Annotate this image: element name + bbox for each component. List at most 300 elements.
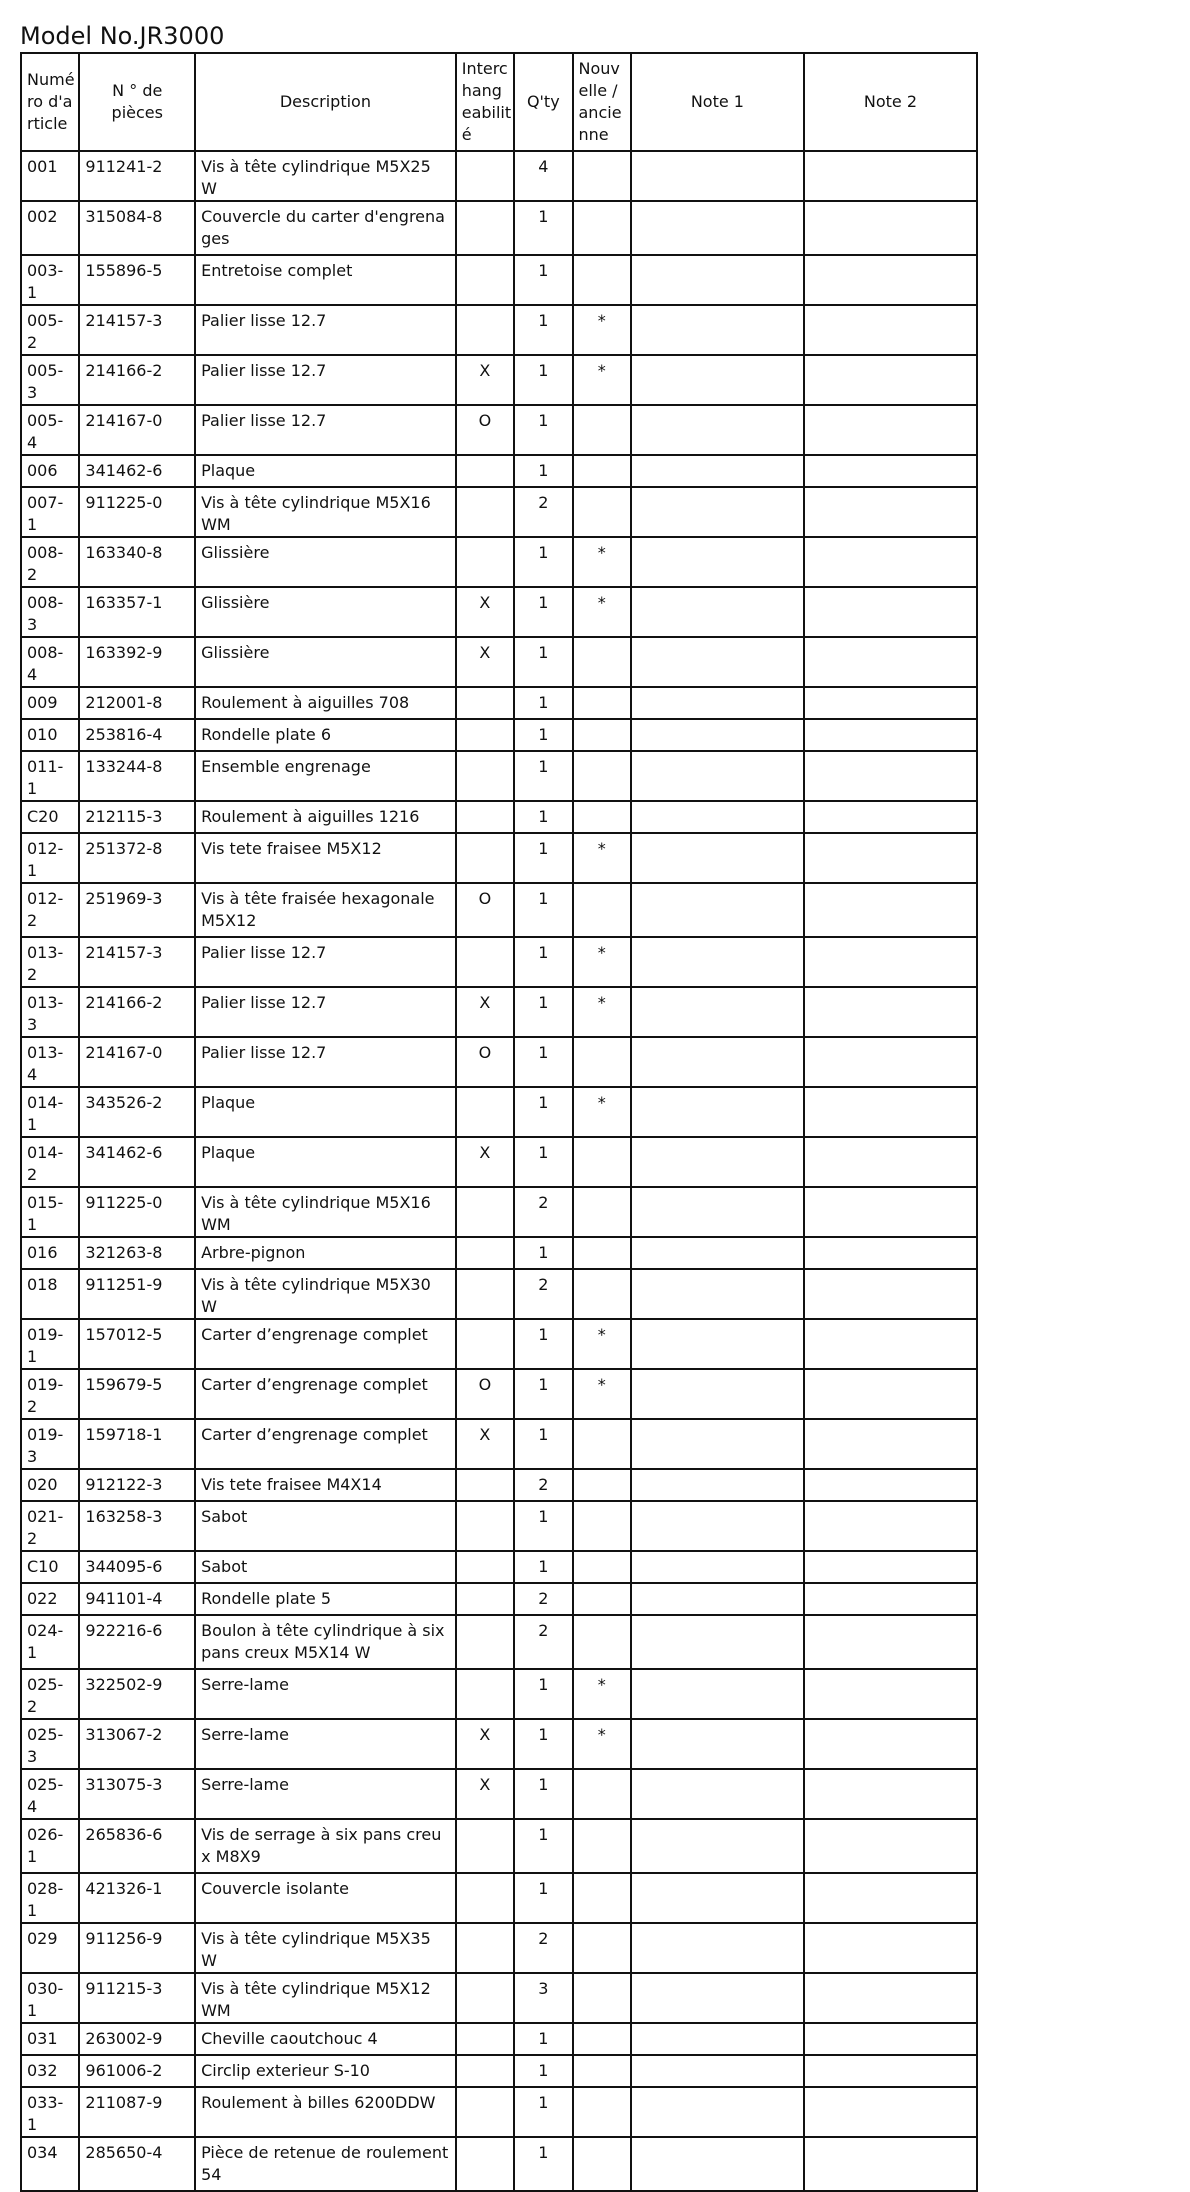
note1-cell xyxy=(631,487,804,537)
table-row xyxy=(21,751,977,801)
part-number-cell: 159679-5 xyxy=(79,1369,195,1419)
quantity-cell: 1 xyxy=(514,1419,572,1469)
new-old-cell: * xyxy=(573,1369,631,1419)
new-old-cell xyxy=(573,719,631,751)
note1-cell xyxy=(631,2137,804,2191)
note2-cell xyxy=(804,1923,977,1973)
new-old-cell xyxy=(573,2087,631,2137)
quantity-cell: 1 xyxy=(514,1669,572,1719)
page-title: Model No.JR3000 xyxy=(20,22,225,50)
part-number-cell: 251372-8 xyxy=(79,833,195,883)
quantity-cell: 1 xyxy=(514,1237,572,1269)
new-old-cell xyxy=(573,1923,631,1973)
table-row xyxy=(21,1719,977,1769)
item-number-cell: 029 xyxy=(21,1923,79,1973)
item-number-cell: 014-2 xyxy=(21,1137,79,1187)
note2-cell xyxy=(804,1469,977,1501)
interchangeability-cell xyxy=(456,833,514,883)
description-cell: Glissière xyxy=(195,587,456,637)
part-number-cell: 341462-6 xyxy=(79,1137,195,1187)
part-number-cell: 251969-3 xyxy=(79,883,195,937)
note1-cell xyxy=(631,719,804,751)
part-number-cell: 263002-9 xyxy=(79,2023,195,2055)
new-old-cell: * xyxy=(573,537,631,587)
quantity-cell: 1 xyxy=(514,1087,572,1137)
interchangeability-cell xyxy=(456,1469,514,1501)
description-cell: Ensemble engrenage xyxy=(195,751,456,801)
part-number-cell: 285650-4 xyxy=(79,2137,195,2191)
item-number-cell: 028-1 xyxy=(21,1873,79,1923)
table-row xyxy=(21,687,977,719)
quantity-cell: 2 xyxy=(514,1615,572,1669)
interchangeability-cell xyxy=(456,1873,514,1923)
header-note1: Note 1 xyxy=(631,53,804,151)
quantity-cell: 1 xyxy=(514,637,572,687)
item-number-cell: 016 xyxy=(21,1237,79,1269)
table-row xyxy=(21,355,977,405)
new-old-cell xyxy=(573,1187,631,1237)
interchangeability-cell xyxy=(456,1669,514,1719)
table-row xyxy=(21,1973,977,2023)
interchangeability-cell xyxy=(456,2055,514,2087)
interchangeability-cell: X xyxy=(456,637,514,687)
part-number-cell: 214157-3 xyxy=(79,937,195,987)
quantity-cell: 1 xyxy=(514,1769,572,1819)
note1-cell xyxy=(631,1873,804,1923)
item-number-cell: 005-4 xyxy=(21,405,79,455)
note2-cell xyxy=(804,587,977,637)
table-row xyxy=(21,1269,977,1319)
quantity-cell: 1 xyxy=(514,1369,572,1419)
new-old-cell: * xyxy=(573,1319,631,1369)
part-number-cell: 911215-3 xyxy=(79,1973,195,2023)
interchangeability-cell xyxy=(456,455,514,487)
quantity-cell: 1 xyxy=(514,801,572,833)
item-number-cell: 006 xyxy=(21,455,79,487)
new-old-cell xyxy=(573,801,631,833)
part-number-cell: 214167-0 xyxy=(79,1037,195,1087)
note1-cell xyxy=(631,987,804,1037)
description-cell: Serre-lame xyxy=(195,1669,456,1719)
part-number-cell: 911256-9 xyxy=(79,1923,195,1973)
note1-cell xyxy=(631,2023,804,2055)
part-number-cell: 922216-6 xyxy=(79,1615,195,1669)
note2-cell xyxy=(804,1973,977,2023)
quantity-cell: 1 xyxy=(514,1873,572,1923)
note1-cell xyxy=(631,1087,804,1137)
note1-cell xyxy=(631,1419,804,1469)
note2-cell xyxy=(804,1319,977,1369)
table-row xyxy=(21,883,977,937)
new-old-cell: * xyxy=(573,1719,631,1769)
description-cell: Boulon à tête cylindrique à six pans creux M5X14 W xyxy=(195,1615,456,1669)
part-number-cell: 421326-1 xyxy=(79,1873,195,1923)
item-number-cell: 015-1 xyxy=(21,1187,79,1237)
note1-cell xyxy=(631,1369,804,1419)
note1-cell xyxy=(631,2055,804,2087)
note1-cell xyxy=(631,1037,804,1087)
quantity-cell: 1 xyxy=(514,751,572,801)
description-cell: Sabot xyxy=(195,1501,456,1551)
item-number-cell: 031 xyxy=(21,2023,79,2055)
note2-cell xyxy=(804,719,977,751)
note1-cell xyxy=(631,1469,804,1501)
new-old-cell: * xyxy=(573,937,631,987)
description-cell: Vis à tête cylindrique M5X35 W xyxy=(195,1923,456,1973)
note2-cell xyxy=(804,201,977,255)
table-row xyxy=(21,1037,977,1087)
quantity-cell: 1 xyxy=(514,1819,572,1873)
table-body xyxy=(21,151,977,2191)
part-number-cell: 912122-3 xyxy=(79,1469,195,1501)
item-number-cell: 013-4 xyxy=(21,1037,79,1087)
new-old-cell xyxy=(573,751,631,801)
note2-cell xyxy=(804,833,977,883)
table-row xyxy=(21,1501,977,1551)
item-number-cell: 005-3 xyxy=(21,355,79,405)
item-number-cell: 019-2 xyxy=(21,1369,79,1419)
interchangeability-cell xyxy=(456,937,514,987)
new-old-cell xyxy=(573,687,631,719)
new-old-cell xyxy=(573,151,631,201)
description-cell: Serre-lame xyxy=(195,1719,456,1769)
quantity-cell: 1 xyxy=(514,2137,572,2191)
item-number-cell: 008-3 xyxy=(21,587,79,637)
item-number-cell: 002 xyxy=(21,201,79,255)
item-number-cell: 014-1 xyxy=(21,1087,79,1137)
new-old-cell xyxy=(573,1137,631,1187)
item-number-cell: 019-1 xyxy=(21,1319,79,1369)
interchangeability-cell xyxy=(456,1551,514,1583)
quantity-cell: 1 xyxy=(514,1501,572,1551)
part-number-cell: 344095-6 xyxy=(79,1551,195,1583)
header-part-no: N ° de pièces xyxy=(79,53,195,151)
quantity-cell: 2 xyxy=(514,1923,572,1973)
part-number-cell: 961006-2 xyxy=(79,2055,195,2087)
item-number-cell: 008-4 xyxy=(21,637,79,687)
item-number-cell: 005-2 xyxy=(21,305,79,355)
description-cell: Roulement à aiguilles 1216 xyxy=(195,801,456,833)
note2-cell xyxy=(804,1369,977,1419)
new-old-cell xyxy=(573,1615,631,1669)
quantity-cell: 4 xyxy=(514,151,572,201)
description-cell: Couvercle du carter d'engrenages xyxy=(195,201,456,255)
item-number-cell: 013-2 xyxy=(21,937,79,987)
interchangeability-cell xyxy=(456,1615,514,1669)
table-row xyxy=(21,305,977,355)
quantity-cell: 1 xyxy=(514,987,572,1037)
interchangeability-cell: X xyxy=(456,1419,514,1469)
quantity-cell: 1 xyxy=(514,455,572,487)
note2-cell xyxy=(804,355,977,405)
description-cell: Vis à tête cylindrique M5X12 WM xyxy=(195,1973,456,2023)
part-number-cell: 163357-1 xyxy=(79,587,195,637)
note1-cell xyxy=(631,1269,804,1319)
note2-cell xyxy=(804,1419,977,1469)
header-note2: Note 2 xyxy=(804,53,977,151)
description-cell: Couvercle isolante xyxy=(195,1873,456,1923)
table-row xyxy=(21,1669,977,1719)
note2-cell xyxy=(804,637,977,687)
note2-cell xyxy=(804,1237,977,1269)
note1-cell xyxy=(631,1551,804,1583)
description-cell: Plaque xyxy=(195,1087,456,1137)
new-old-cell xyxy=(573,1419,631,1469)
interchangeability-cell xyxy=(456,305,514,355)
note2-cell xyxy=(804,801,977,833)
note2-cell xyxy=(804,405,977,455)
table-row xyxy=(21,937,977,987)
table-row xyxy=(21,587,977,637)
item-number-cell: 024-1 xyxy=(21,1615,79,1669)
description-cell: Vis à tête cylindrique M5X16 WM xyxy=(195,1187,456,1237)
description-cell: Glissière xyxy=(195,637,456,687)
header-qty: Q'ty xyxy=(514,53,572,151)
note2-cell xyxy=(804,1551,977,1583)
interchangeability-cell xyxy=(456,1187,514,1237)
item-number-cell: 003-1 xyxy=(21,255,79,305)
quantity-cell: 1 xyxy=(514,1719,572,1769)
description-cell: Plaque xyxy=(195,455,456,487)
note2-cell xyxy=(804,1187,977,1237)
item-number-cell: 020 xyxy=(21,1469,79,1501)
table-row xyxy=(21,455,977,487)
interchangeability-cell xyxy=(456,801,514,833)
note2-cell xyxy=(804,1769,977,1819)
note1-cell xyxy=(631,587,804,637)
interchangeability-cell: X xyxy=(456,587,514,637)
note1-cell xyxy=(631,1769,804,1819)
item-number-cell: 009 xyxy=(21,687,79,719)
item-number-cell: 026-1 xyxy=(21,1819,79,1873)
item-number-cell: 025-3 xyxy=(21,1719,79,1769)
table-row xyxy=(21,2137,977,2191)
table-row xyxy=(21,487,977,537)
quantity-cell: 1 xyxy=(514,255,572,305)
note1-cell xyxy=(631,355,804,405)
part-number-cell: 911251-9 xyxy=(79,1269,195,1319)
quantity-cell: 2 xyxy=(514,487,572,537)
note1-cell xyxy=(631,1923,804,1973)
note1-cell xyxy=(631,1237,804,1269)
description-cell: Sabot xyxy=(195,1551,456,1583)
new-old-cell xyxy=(573,2023,631,2055)
interchangeability-cell: O xyxy=(456,405,514,455)
table-row xyxy=(21,1923,977,1973)
part-number-cell: 214157-3 xyxy=(79,305,195,355)
new-old-cell xyxy=(573,1237,631,1269)
interchangeability-cell xyxy=(456,201,514,255)
description-cell: Roulement à billes 6200DDW xyxy=(195,2087,456,2137)
interchangeability-cell: X xyxy=(456,355,514,405)
note1-cell xyxy=(631,751,804,801)
part-number-cell: 163340-8 xyxy=(79,537,195,587)
new-old-cell xyxy=(573,1269,631,1319)
description-cell: Carter d’engrenage complet xyxy=(195,1369,456,1419)
interchangeability-cell xyxy=(456,1583,514,1615)
item-number-cell: 021-2 xyxy=(21,1501,79,1551)
item-number-cell: 022 xyxy=(21,1583,79,1615)
table-row xyxy=(21,719,977,751)
note2-cell xyxy=(804,537,977,587)
table-row xyxy=(21,1583,977,1615)
item-number-cell: 001 xyxy=(21,151,79,201)
note1-cell xyxy=(631,833,804,883)
description-cell: Vis à tête fraisée hexagonale M5X12 xyxy=(195,883,456,937)
quantity-cell: 2 xyxy=(514,1469,572,1501)
table-row xyxy=(21,537,977,587)
note1-cell xyxy=(631,305,804,355)
note1-cell xyxy=(631,637,804,687)
new-old-cell: * xyxy=(573,305,631,355)
table-row xyxy=(21,1551,977,1583)
note2-cell xyxy=(804,1669,977,1719)
interchangeability-cell xyxy=(456,719,514,751)
note1-cell xyxy=(631,201,804,255)
note1-cell xyxy=(631,937,804,987)
new-old-cell: * xyxy=(573,355,631,405)
new-old-cell xyxy=(573,487,631,537)
description-cell: Entretoise complet xyxy=(195,255,456,305)
note1-cell xyxy=(631,1187,804,1237)
note1-cell xyxy=(631,1615,804,1669)
note2-cell xyxy=(804,2087,977,2137)
note2-cell xyxy=(804,1269,977,1319)
interchangeability-cell xyxy=(456,1501,514,1551)
quantity-cell: 1 xyxy=(514,1551,572,1583)
part-number-cell: 163392-9 xyxy=(79,637,195,687)
interchangeability-cell: X xyxy=(456,987,514,1037)
quantity-cell: 1 xyxy=(514,937,572,987)
table-row xyxy=(21,1137,977,1187)
new-old-cell xyxy=(573,883,631,937)
note2-cell xyxy=(804,1583,977,1615)
interchangeability-cell xyxy=(456,751,514,801)
quantity-cell: 1 xyxy=(514,537,572,587)
table-row xyxy=(21,833,977,883)
interchangeability-cell: O xyxy=(456,1037,514,1087)
note2-cell xyxy=(804,1873,977,1923)
quantity-cell: 1 xyxy=(514,201,572,255)
item-number-cell: 012-2 xyxy=(21,883,79,937)
new-old-cell xyxy=(573,2055,631,2087)
note2-cell xyxy=(804,987,977,1037)
description-cell: Carter d’engrenage complet xyxy=(195,1319,456,1369)
item-number-cell: 012-1 xyxy=(21,833,79,883)
interchangeability-cell xyxy=(456,151,514,201)
interchangeability-cell xyxy=(456,1269,514,1319)
note1-cell xyxy=(631,255,804,305)
note1-cell xyxy=(631,1819,804,1873)
table-row xyxy=(21,1419,977,1469)
note1-cell xyxy=(631,1719,804,1769)
description-cell: Vis de serrage à six pans creux M8X9 xyxy=(195,1819,456,1873)
part-number-cell: 214166-2 xyxy=(79,987,195,1037)
quantity-cell: 2 xyxy=(514,1187,572,1237)
note1-cell xyxy=(631,1973,804,2023)
note1-cell xyxy=(631,1137,804,1187)
new-old-cell xyxy=(573,1469,631,1501)
note1-cell xyxy=(631,1583,804,1615)
quantity-cell: 1 xyxy=(514,1137,572,1187)
table-header-row xyxy=(21,53,977,151)
item-number-cell: 034 xyxy=(21,2137,79,2191)
part-number-cell: 322502-9 xyxy=(79,1669,195,1719)
table-row xyxy=(21,1469,977,1501)
interchangeability-cell xyxy=(456,537,514,587)
quantity-cell: 1 xyxy=(514,687,572,719)
item-number-cell: 025-2 xyxy=(21,1669,79,1719)
new-old-cell: * xyxy=(573,833,631,883)
part-number-cell: 313075-3 xyxy=(79,1769,195,1819)
table-row xyxy=(21,1369,977,1419)
note2-cell xyxy=(804,1037,977,1087)
description-cell: Rondelle plate 5 xyxy=(195,1583,456,1615)
note1-cell xyxy=(631,883,804,937)
note2-cell xyxy=(804,1819,977,1873)
note2-cell xyxy=(804,305,977,355)
description-cell: Plaque xyxy=(195,1137,456,1187)
note2-cell xyxy=(804,2023,977,2055)
quantity-cell: 1 xyxy=(514,2055,572,2087)
interchangeability-cell xyxy=(456,1819,514,1873)
note2-cell xyxy=(804,1719,977,1769)
item-number-cell: 019-3 xyxy=(21,1419,79,1469)
note2-cell xyxy=(804,2137,977,2191)
note1-cell xyxy=(631,801,804,833)
quantity-cell: 1 xyxy=(514,2023,572,2055)
part-number-cell: 159718-1 xyxy=(79,1419,195,1469)
header-item-no: Numé ro d'a rticle xyxy=(21,53,79,151)
part-number-cell: 133244-8 xyxy=(79,751,195,801)
table-row xyxy=(21,1087,977,1137)
new-old-cell xyxy=(573,1819,631,1873)
note2-cell xyxy=(804,1615,977,1669)
part-number-cell: 253816-4 xyxy=(79,719,195,751)
description-cell: Glissière xyxy=(195,537,456,587)
item-number-cell: 032 xyxy=(21,2055,79,2087)
table-row xyxy=(21,987,977,1037)
new-old-cell xyxy=(573,1551,631,1583)
note2-cell xyxy=(804,1137,977,1187)
note2-cell xyxy=(804,883,977,937)
interchangeability-cell xyxy=(456,1319,514,1369)
description-cell: Palier lisse 12.7 xyxy=(195,405,456,455)
description-cell: Serre-lame xyxy=(195,1769,456,1819)
description-cell: Rondelle plate 6 xyxy=(195,719,456,751)
new-old-cell: * xyxy=(573,1669,631,1719)
part-number-cell: 155896-5 xyxy=(79,255,195,305)
description-cell: Vis tete fraisee M4X14 xyxy=(195,1469,456,1501)
interchangeability-cell xyxy=(456,1973,514,2023)
part-number-cell: 941101-4 xyxy=(79,1583,195,1615)
note1-cell xyxy=(631,405,804,455)
item-number-cell: 008-2 xyxy=(21,537,79,587)
part-number-cell: 343526-2 xyxy=(79,1087,195,1137)
interchangeability-cell xyxy=(456,2023,514,2055)
description-cell: Vis à tête cylindrique M5X16 WM xyxy=(195,487,456,537)
quantity-cell: 1 xyxy=(514,587,572,637)
note1-cell xyxy=(631,687,804,719)
description-cell: Carter d’engrenage complet xyxy=(195,1419,456,1469)
interchangeability-cell: X xyxy=(456,1719,514,1769)
quantity-cell: 1 xyxy=(514,833,572,883)
table-row xyxy=(21,1819,977,1873)
header-interchangeability: Interc hang eabilit é xyxy=(456,53,514,151)
description-cell: Vis à tête cylindrique M5X30 W xyxy=(195,1269,456,1319)
table-row xyxy=(21,405,977,455)
description-cell: Vis à tête cylindrique M5X25 W xyxy=(195,151,456,201)
